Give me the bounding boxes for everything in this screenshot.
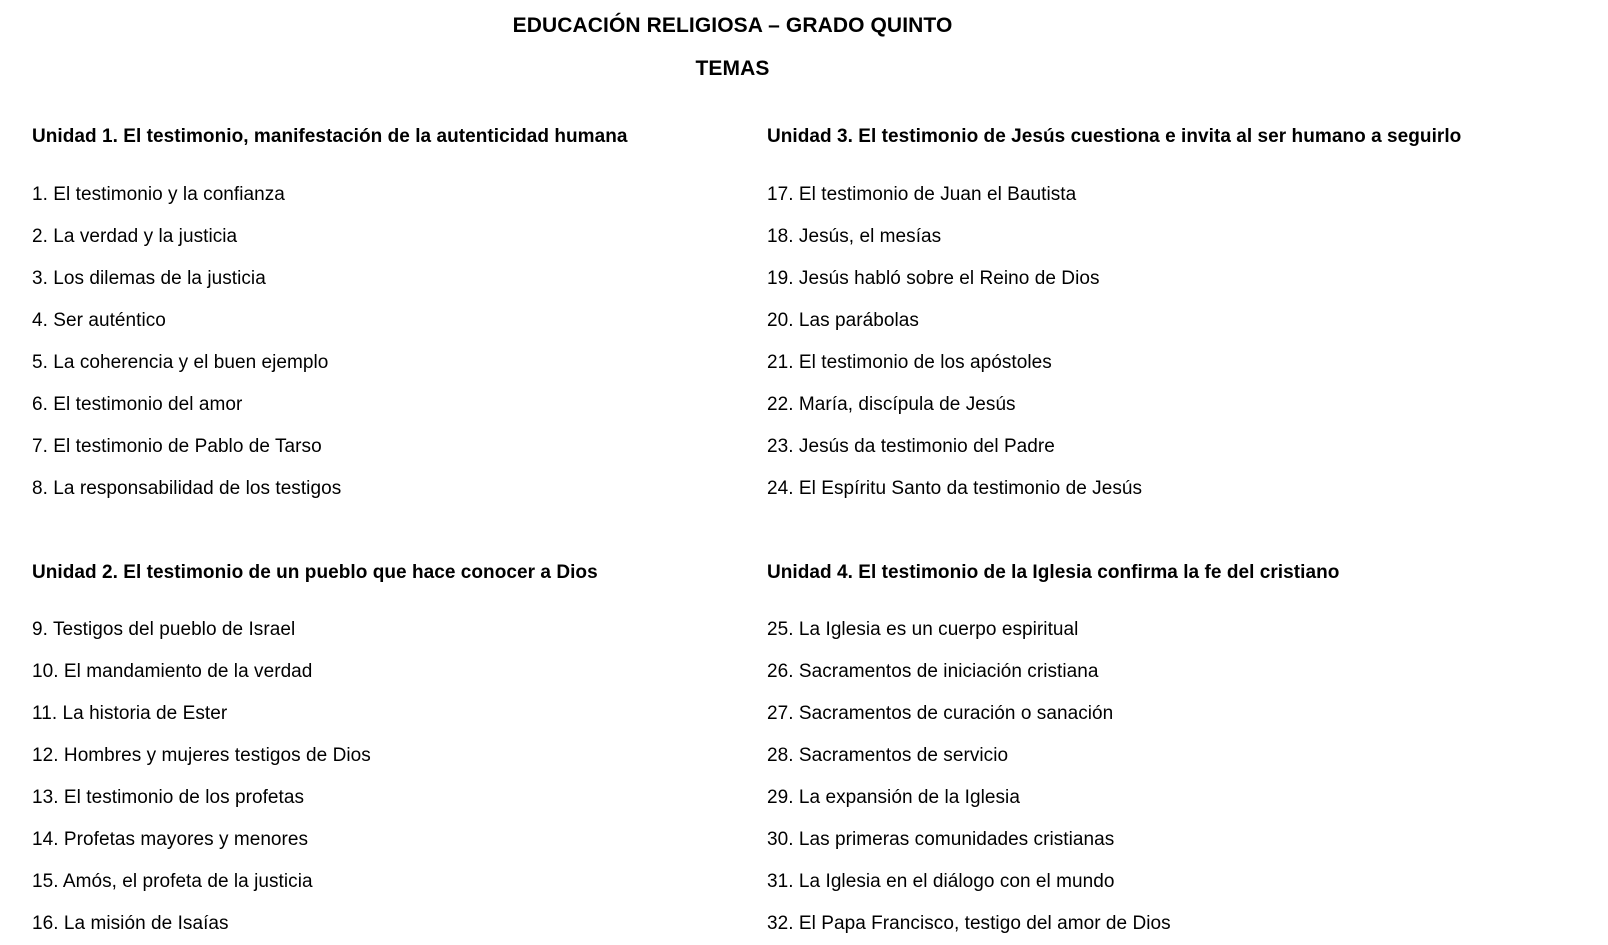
- topic-item: [32, 174, 732, 216]
- document-title: EDUCACIÓN RELIGIOSA – GRADO QUINTO: [512, 14, 953, 37]
- topic-label: El testimonio y la confianza: [53, 183, 285, 205]
- topic-label: Profetas mayores y menores: [63, 829, 309, 851]
- topic-label: La Iglesia es un cuerpo espiritual: [798, 619, 1079, 641]
- topic-label: El mandamiento de la verdad: [63, 661, 313, 683]
- topic-number: 30.: [767, 829, 794, 851]
- topic-label: La responsabilidad de los testigos: [53, 477, 342, 499]
- topic-item: [767, 300, 1557, 342]
- topic-number: 11.: [32, 703, 58, 725]
- topic-item: [767, 426, 1557, 468]
- topic-item: [767, 216, 1557, 258]
- topic-number: 20.: [767, 309, 794, 331]
- topic-label: La expansión de la Iglesia: [798, 787, 1020, 809]
- topic-number: 26.: [767, 661, 794, 683]
- topic-label: Amós, el profeta de la justicia: [62, 871, 313, 893]
- topic-label: Sacramentos de iniciación cristiana: [798, 661, 1099, 683]
- topic-number: 10.: [32, 661, 59, 683]
- unit-block-3: [767, 116, 1557, 510]
- topic-item: [767, 903, 1557, 945]
- topic-item: [767, 693, 1557, 735]
- topic-item: [32, 777, 732, 819]
- topic-list-unit-1: [32, 174, 732, 510]
- topic-number: 15.: [32, 871, 59, 893]
- topic-number: 4.: [32, 309, 48, 331]
- topic-number: 2.: [32, 225, 48, 247]
- topic-item: [767, 819, 1557, 861]
- topic-label: Sacramentos de servicio: [798, 745, 1009, 767]
- topic-label: El Papa Francisco, testigo del amor de Dios: [798, 913, 1171, 935]
- topic-number: 19.: [767, 267, 794, 289]
- topic-number: 22.: [767, 393, 794, 415]
- topic-label: Ser auténtico: [53, 309, 166, 331]
- topic-item: [767, 651, 1557, 693]
- topic-item: [32, 384, 732, 426]
- left-column: [32, 100, 732, 945]
- topic-number: 5.: [32, 351, 48, 373]
- topic-label: La misión de Isaías: [63, 913, 229, 935]
- unit-heading-2: Unidad 2. El testimonio de un pueblo que hace conocer a Dios: [32, 561, 598, 583]
- topic-number: 8.: [32, 477, 48, 499]
- unit-heading-4: Unidad 4. El testimonio de la Iglesia confirma la fe del cristiano: [767, 561, 1340, 583]
- unit-block-2: [32, 552, 732, 945]
- topic-label: Jesús da testimonio del Padre: [798, 435, 1055, 457]
- topic-number: 17.: [767, 183, 794, 205]
- topic-label: La Iglesia en el diálogo con el mundo: [798, 871, 1115, 893]
- topic-item: [767, 342, 1557, 384]
- topic-label: Jesús habló sobre el Reino de Dios: [798, 267, 1100, 289]
- topic-number: 23.: [767, 435, 794, 457]
- topic-item: [767, 609, 1557, 651]
- topic-item: [32, 861, 732, 903]
- topic-item: [767, 384, 1557, 426]
- topic-label: Las primeras comunidades cristianas: [798, 829, 1115, 851]
- topic-label: El testimonio de los profetas: [63, 787, 305, 809]
- topic-label: La historia de Ester: [62, 703, 228, 725]
- topic-item: [767, 258, 1557, 300]
- topic-item: [32, 468, 732, 510]
- topic-item: [32, 903, 732, 945]
- topic-item: [32, 216, 732, 258]
- topic-item: [32, 300, 732, 342]
- topic-label: El testimonio de los apóstoles: [798, 351, 1052, 373]
- unit-block-1: [32, 116, 732, 510]
- topic-item: [32, 609, 732, 651]
- topic-item: [32, 426, 732, 468]
- topic-label: El testimonio de Pablo de Tarso: [53, 435, 322, 457]
- topic-label: El Espíritu Santo da testimonio de Jesús: [798, 477, 1143, 499]
- topic-item: [32, 258, 732, 300]
- topic-item: [767, 777, 1557, 819]
- topic-number: 28.: [767, 745, 794, 767]
- topic-label: La verdad y la justicia: [53, 225, 238, 247]
- topic-label: Los dilemas de la justicia: [53, 267, 266, 289]
- topic-number: 18.: [767, 225, 794, 247]
- topic-number: 25.: [767, 619, 794, 641]
- topic-number: 27.: [767, 703, 794, 725]
- topic-item: [32, 819, 732, 861]
- topic-item: [32, 693, 732, 735]
- topic-list-unit-4: [767, 609, 1557, 945]
- document-subtitle: TEMAS: [695, 57, 770, 80]
- topic-item: [767, 735, 1557, 777]
- topic-label: La coherencia y el buen ejemplo: [53, 351, 329, 373]
- topic-number: 24.: [767, 477, 794, 499]
- topic-item: [767, 174, 1557, 216]
- topic-item: [32, 342, 732, 384]
- topic-item: [32, 651, 732, 693]
- topic-number: 6.: [32, 393, 48, 415]
- topic-number: 32.: [767, 913, 794, 935]
- topic-item: [767, 468, 1557, 510]
- topic-number: 16.: [32, 913, 59, 935]
- topic-item: [32, 735, 732, 777]
- topic-label: Hombres y mujeres testigos de Dios: [63, 745, 371, 767]
- unit-heading-3: Unidad 3. El testimonio de Jesús cuestiona e invita al ser humano a seguirlo: [767, 125, 1462, 147]
- topic-number: 1.: [32, 183, 48, 205]
- topic-number: 12.: [32, 745, 59, 767]
- topic-number: 9.: [32, 619, 48, 641]
- topic-number: 21.: [767, 351, 794, 373]
- right-column: [767, 100, 1557, 945]
- topic-item: [767, 861, 1557, 903]
- topic-number: 3.: [32, 267, 48, 289]
- topic-label: María, discípula de Jesús: [798, 393, 1016, 415]
- topic-label: Las parábolas: [798, 309, 919, 331]
- unit-heading-1: Unidad 1. El testimonio, manifestación de la autenticidad humana: [32, 125, 628, 147]
- topic-number: 7.: [32, 435, 48, 457]
- topic-list-unit-3: [767, 174, 1557, 510]
- topic-label: Jesús, el mesías: [798, 225, 942, 247]
- topic-number: 31.: [767, 871, 794, 893]
- topic-label: Sacramentos de curación o sanación: [798, 703, 1114, 725]
- unit-block-4: [767, 552, 1557, 945]
- topic-list-unit-2: [32, 609, 732, 945]
- topic-number: 14.: [32, 829, 59, 851]
- topic-label: El testimonio del amor: [53, 393, 243, 415]
- topic-number: 29.: [767, 787, 794, 809]
- topic-label: El testimonio de Juan el Bautista: [798, 183, 1077, 205]
- topic-number: 13.: [32, 787, 59, 809]
- topic-label: Testigos del pueblo de Israel: [52, 619, 296, 641]
